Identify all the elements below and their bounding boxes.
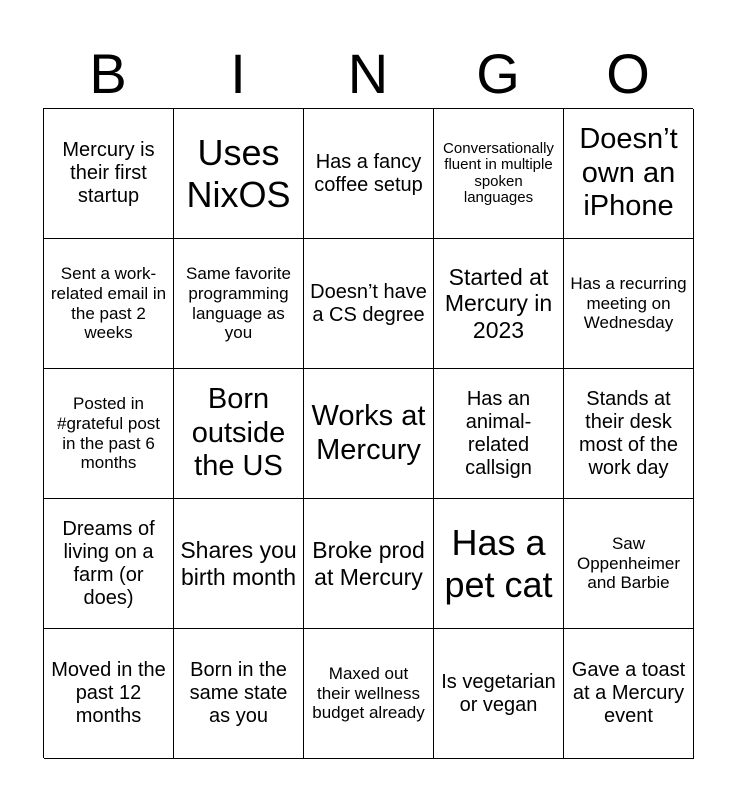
bingo-cell[interactable]: Doesn’t have a CS degree bbox=[304, 239, 434, 369]
bingo-cell[interactable]: Posted in #grateful post in the past 6 months bbox=[44, 369, 174, 499]
bingo-cell[interactable]: Maxed out their wellness budget already bbox=[304, 629, 434, 759]
header-letter-b: B bbox=[89, 42, 127, 105]
header-letter-n: N bbox=[347, 42, 389, 105]
bingo-cell[interactable]: Born outside the US bbox=[174, 369, 304, 499]
bingo-cell[interactable]: Broke prod at Mercury bbox=[304, 499, 434, 629]
bingo-cell[interactable]: Moved in the past 12 months bbox=[44, 629, 174, 759]
bingo-cell[interactable]: Has a fancy coffee setup bbox=[304, 109, 434, 239]
bingo-cell[interactable]: Sent a work-related email in the past 2 weeks bbox=[44, 239, 174, 369]
bingo-cell[interactable]: Born in the same state as you bbox=[174, 629, 304, 759]
bingo-header bbox=[43, 40, 693, 108]
header-letter-i: I bbox=[230, 42, 246, 105]
bingo-cell[interactable]: Dreams of living on a farm (or does) bbox=[44, 499, 174, 629]
bingo-cell[interactable]: Has an animal-related callsign bbox=[434, 369, 564, 499]
bingo-cell[interactable]: Doesn’t own an iPhone bbox=[564, 109, 694, 239]
bingo-cell[interactable]: Is vegetarian or vegan bbox=[434, 629, 564, 759]
header-letter-o: O bbox=[606, 42, 650, 105]
bingo-cell[interactable]: Gave a toast at a Mercury event bbox=[564, 629, 694, 759]
bingo-cell[interactable]: Uses NixOS bbox=[174, 109, 304, 239]
bingo-cell[interactable]: Same favorite programming language as you bbox=[174, 239, 304, 369]
bingo-cell[interactable]: Started at Mercury in 2023 bbox=[434, 239, 564, 369]
bingo-board bbox=[43, 108, 693, 758]
bingo-cell[interactable]: Shares you birth month bbox=[174, 499, 304, 629]
bingo-cell[interactable]: Saw Oppenheimer and Barbie bbox=[564, 499, 694, 629]
bingo-cell[interactable]: Stands at their desk most of the work day bbox=[564, 369, 694, 499]
bingo-cell[interactable]: Has a recurring meeting on Wednesday bbox=[564, 239, 694, 369]
bingo-cell[interactable]: Has a pet cat bbox=[434, 499, 564, 629]
header-letter-g: G bbox=[476, 42, 520, 105]
bingo-cell[interactable]: Conversationally fluent in multiple spoken languages bbox=[434, 109, 564, 239]
bingo-cell[interactable]: Mercury is their first startup bbox=[44, 109, 174, 239]
bingo-cell[interactable]: Works at Mercury bbox=[304, 369, 434, 499]
